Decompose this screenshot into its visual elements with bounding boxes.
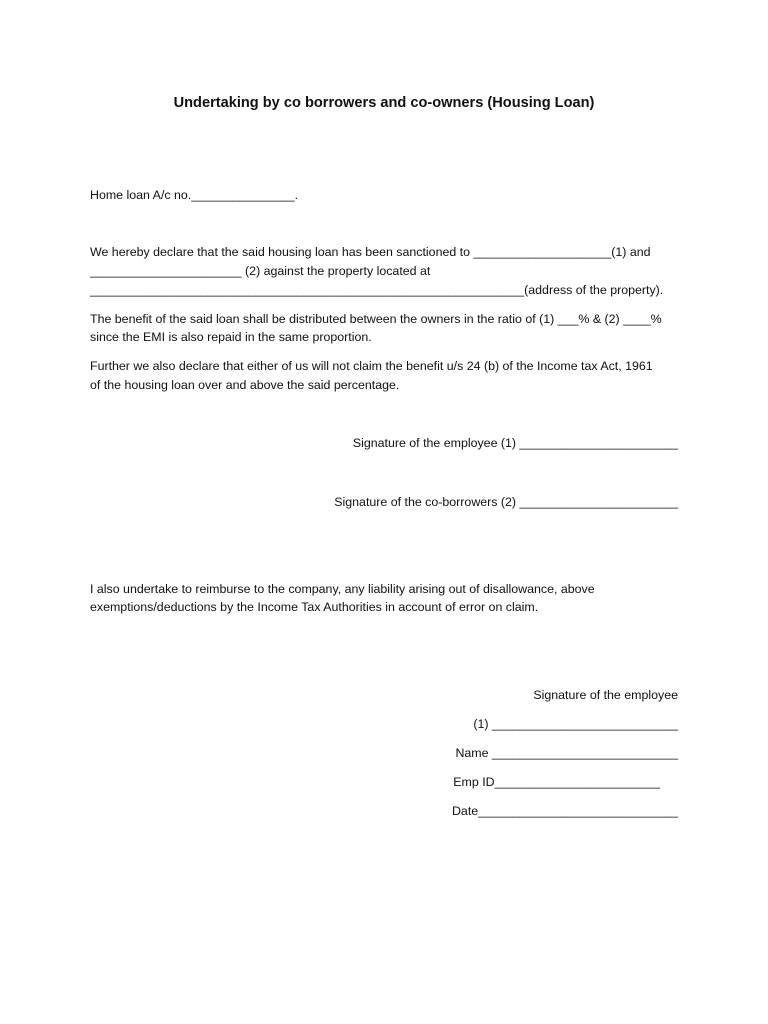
final-date-field: Date_____________________________	[451, 804, 678, 818]
declaration-line-2: ______________________ (2) against the property located at	[90, 264, 431, 278]
final-emp-id-field: Emp ID________________________	[453, 775, 660, 789]
reimburse-line-1: I also undertake to reimburse to the company, any liability arising out of disallowance, above	[90, 582, 595, 596]
document-title: Undertaking by co borrowers and co-owners (Housing Loan)	[173, 95, 595, 111]
benefit-line-1: The benefit of the said loan shall be distributed between the owners in the ratio of (1) ___% & (2) ____%	[90, 312, 662, 326]
signature-employee-1: Signature of the employee (1) _______________________	[352, 436, 678, 450]
loan-account-line: Home loan A/c no._______________.	[90, 188, 299, 202]
further-line-2: of the housing loan over and above the said percentage.	[90, 378, 400, 392]
declaration-line-3: _______________________________________________________________(address of the property).	[90, 283, 664, 297]
reimburse-line-2: exemptions/deductions by the Income Tax Authorities in account of error on claim.	[90, 600, 539, 614]
final-signature-label: Signature of the employee	[533, 688, 678, 702]
final-signature-one: (1) ___________________________	[473, 717, 678, 731]
further-line-1: Further we also declare that either of us will not claim the benefit u/s 24 (b) of the Income tax Act, 1961	[90, 359, 653, 373]
declaration-line-1: We hereby declare that the said housing loan has been sanctioned to ____________________(1) and	[90, 245, 651, 259]
signature-coborrower-2: Signature of the co-borrowers (2) _______________________	[334, 495, 678, 509]
benefit-line-2: since the EMI is also repaid in the same proportion.	[90, 330, 372, 344]
final-name-field: Name ___________________________	[455, 746, 678, 760]
